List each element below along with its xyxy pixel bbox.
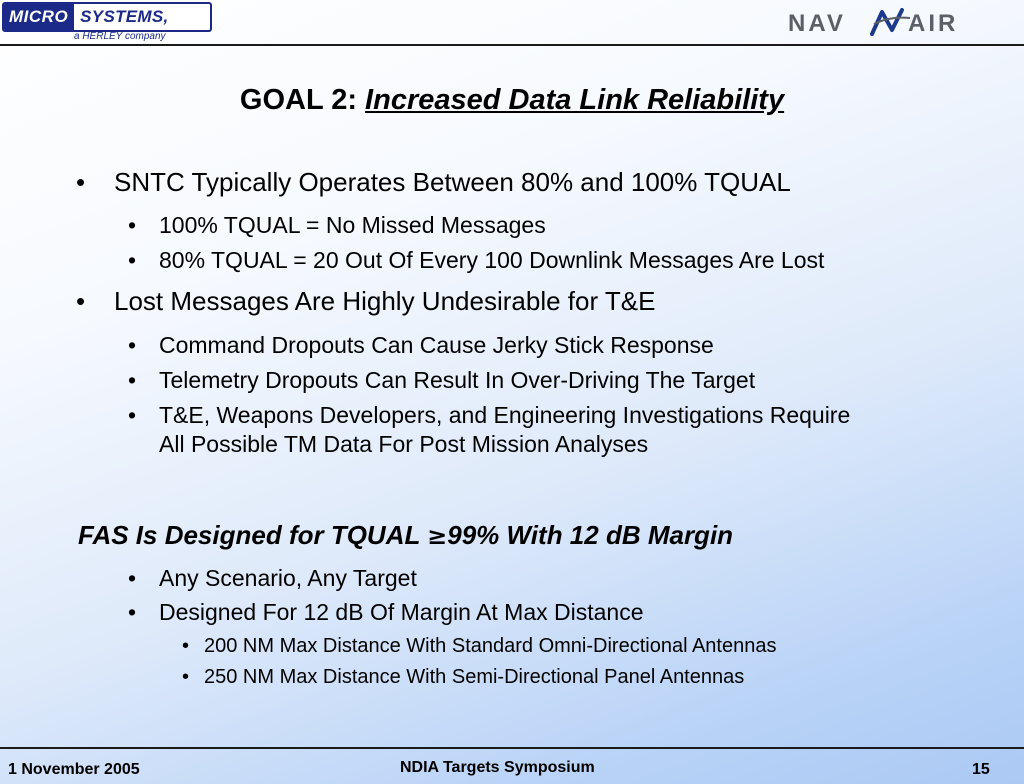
footer-date: 1 November 2005 [8,761,140,778]
sub-bullet-text: Any Scenario, Any Target [159,565,417,591]
sub-bullet-text: Command Dropouts Can Cause Jerky Stick Response [159,332,714,358]
sub-sub-bullet-text: 250 NM Max Distance With Semi-Directional Panel Antennas [204,666,745,688]
bullet-text: SNTC Typically Operates Between 80% and 100% TQUAL [114,167,791,197]
sub-bullet-text: T&E, Weapons Developers, and Engineering Investigations Require [159,402,851,428]
page-number: 15 [972,761,990,778]
sub-bullet-text: 80% TQUAL = 20 Out Of Every 100 Downlink Messages Are Lost [159,247,825,273]
bullet-marker: • [128,599,137,625]
bullet-marker: • [76,286,86,316]
navair-logo-left: NAV [788,10,846,37]
bullet-marker: • [76,167,86,197]
bullet-marker: • [182,635,190,657]
sub-bullet-text: 100% TQUAL = No Missed Messages [159,212,546,238]
bullet-marker: • [128,565,137,591]
navair-swoosh-icon [870,6,912,38]
header-divider [0,44,1024,46]
fas-heading-pre: FAS Is Designed for TQUAL [78,520,428,550]
bullet-marker: • [128,367,137,393]
slide-title-emphasis: Increased Data Link Reliability [365,84,785,116]
sub-bullet-text: Designed For 12 dB Of Margin At Max Distance [159,599,644,625]
slide-title-prefix: GOAL 2: [239,84,357,116]
slide-title [0,84,1024,117]
fas-heading [78,520,733,551]
micro-systems-logo-box [2,2,212,32]
sub-sub-bullet-text: 200 NM Max Distance With Standard Omni-Directional Antennas [204,635,777,657]
micro-systems-logo [2,2,212,42]
bullet-marker: • [128,332,137,358]
sub-bullet-text: All Possible TM Data For Post Mission Analyses [159,431,649,457]
bullet-marker: • [128,247,137,273]
footer-divider [0,747,1024,749]
fas-heading-post: 99% With 12 dB Margin [447,520,734,550]
navair-logo-right: AIR [908,10,959,37]
bullet-marker: • [182,666,190,688]
micro-systems-logo-part1: MICRO [4,4,74,30]
greater-equal-symbol: ≥ [427,521,448,550]
micro-systems-logo-part2: SYSTEMS, [80,7,169,26]
bullet-marker: • [128,402,137,428]
sub-bullet-text: Telemetry Dropouts Can Result In Over-Driving The Target [159,367,756,393]
herley-tagline: a HERLEY company [74,31,166,42]
navair-logo [788,4,993,40]
footer-event: NDIA Targets Symposium [400,759,595,776]
bullet-marker: • [128,212,137,238]
bullet-text: Lost Messages Are Highly Undesirable for T&E [114,286,656,316]
